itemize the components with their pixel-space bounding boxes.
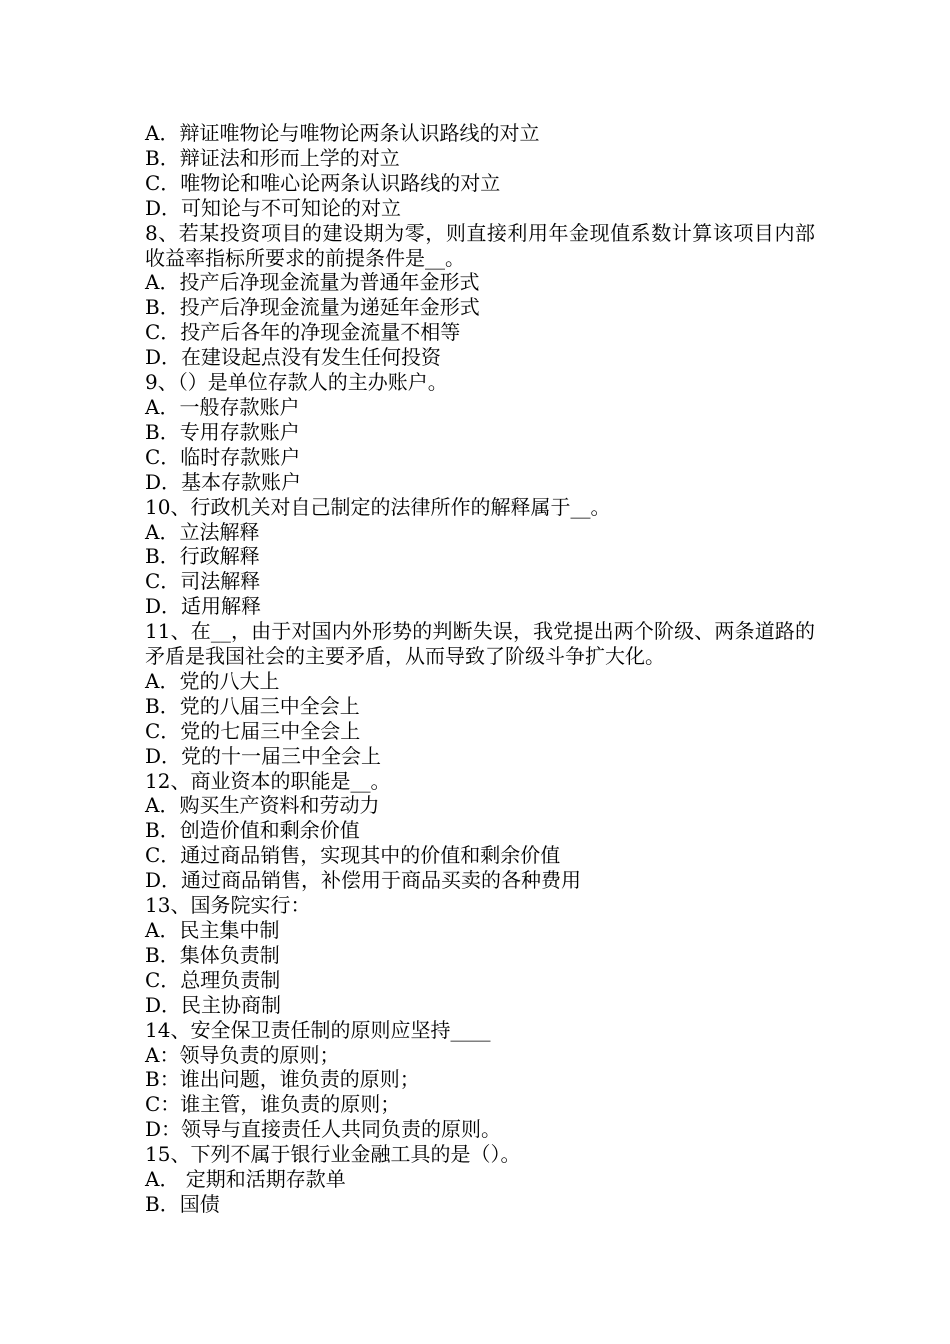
option-line: C．唯物论和唯心论两条认识路线的对立 <box>145 170 501 195</box>
option-line: B．党的八届三中全会上 <box>145 693 360 718</box>
option-line: A．民主集中制 <box>145 918 280 942</box>
option-line: D．在建设起点没有发生任何投资 <box>145 345 442 370</box>
option-line: A．辩证唯物论与唯物论两条认识路线的对立 <box>145 121 540 145</box>
option-line: A．投产后净现金流量为普通年金形式 <box>145 270 480 295</box>
option-line: B．专用存款账户 <box>145 419 300 444</box>
option-line: B．行政解释 <box>145 544 260 569</box>
option-line: A．一般存款账户 <box>145 394 300 419</box>
option-line: D．基本存款账户 <box>145 469 302 494</box>
option-line: D．通过商品销售，补偿用于商品买卖的各种费用 <box>145 868 582 893</box>
option-line: B．国债 <box>145 1191 220 1216</box>
option-line: C．党的七届三中全会上 <box>145 718 361 743</box>
option-line: B：谁出问题，谁负责的原则； <box>145 1067 420 1092</box>
question-10: 10、行政机关对自己制定的法律所作的解释属于__。 <box>145 494 611 519</box>
option-line: D．民主协商制 <box>145 992 282 1017</box>
document-page <box>145 121 815 1217</box>
option-line: C．司法解释 <box>145 569 261 594</box>
option-line: A．购买生产资料和劳动力 <box>145 793 380 818</box>
option-line: D．可知论与不可知论的对立 <box>145 195 402 220</box>
question-11: 11、在__，由于对国内外形势的判断失误，我党提出两个阶级、两条道路的矛盾是我国社会的主要矛盾，从而导致了阶级斗争扩大化。 <box>145 619 815 669</box>
question-13: 13、国务院实行： <box>145 893 311 918</box>
option-line: D．适用解释 <box>145 594 262 619</box>
question-9: 9、（）是单位存款人的主办账户。 <box>145 370 448 395</box>
option-line: B．投产后净现金流量为递延年金形式 <box>145 295 480 320</box>
option-line: C．总理负责制 <box>145 967 281 992</box>
option-line: A．立法解释 <box>145 519 260 544</box>
option-line: A：领导负责的原则； <box>145 1042 340 1067</box>
question-12: 12、商业资本的职能是__。 <box>145 768 391 793</box>
option-line: B．辩证法和形而上学的对立 <box>145 145 400 170</box>
option-line: D：领导与直接责任人共同负责的原则。 <box>145 1117 502 1142</box>
option-line: A．党的八大上 <box>145 668 280 693</box>
option-line: C．投产后各年的净现金流量不相等 <box>145 320 461 345</box>
option-line: C．通过商品销售，实现其中的价值和剩余价值 <box>145 843 561 868</box>
question-8: 8、若某投资项目的建设期为零，则直接利用年金现值系数计算该项目内部收益率指标所要求的前提条件是__。 <box>145 220 815 270</box>
option-line: B．集体负责制 <box>145 942 280 967</box>
question-14: 14、安全保卫责任制的原则应坚持____ <box>145 1017 491 1042</box>
option-line: C．临时存款账户 <box>145 444 301 469</box>
option-line: A． 定期和活期存款单 <box>145 1167 346 1192</box>
option-line: B．创造价值和剩余价值 <box>145 818 360 843</box>
option-line: C：谁主管，谁负责的原则； <box>145 1092 401 1117</box>
question-15: 15、下列不属于银行业金融工具的是（）。 <box>145 1142 521 1167</box>
option-line: D．党的十一届三中全会上 <box>145 743 382 768</box>
